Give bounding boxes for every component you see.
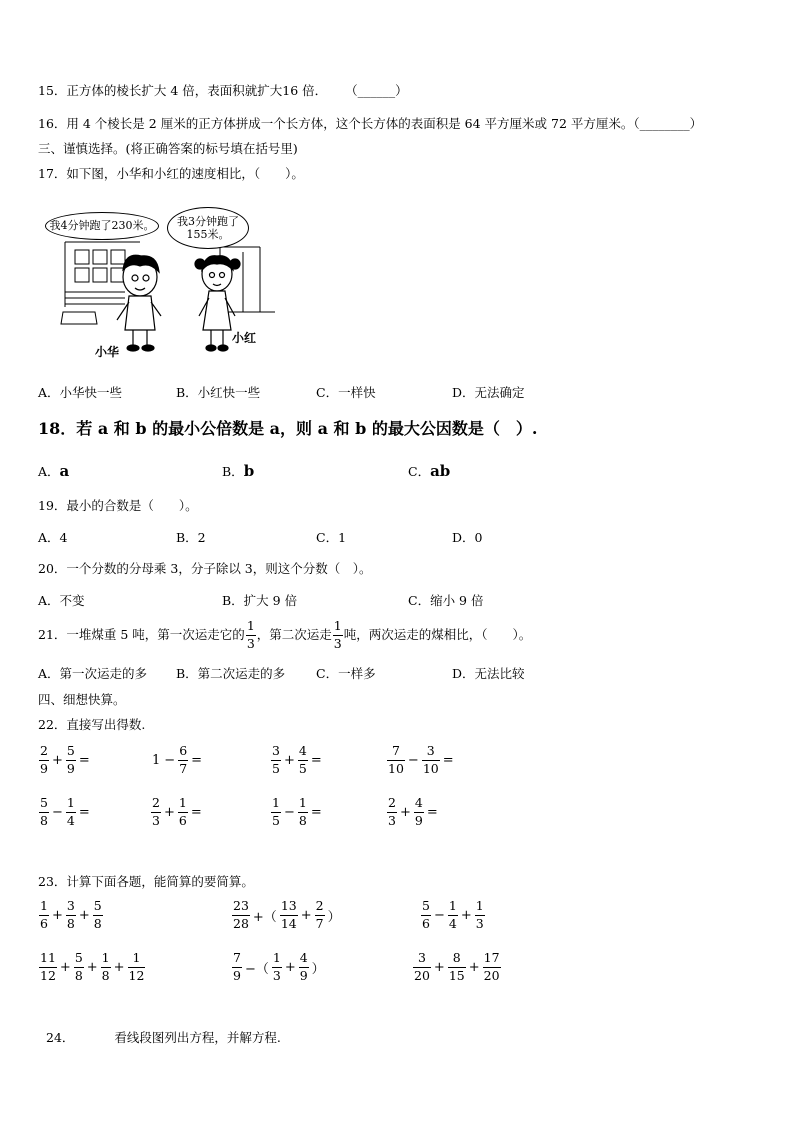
denominator: 6 (178, 812, 187, 828)
question-15: 15．正方体的棱长扩大 4 倍，表面积就扩大16 倍． （______） (38, 83, 408, 98)
numerator: 3 (272, 743, 280, 758)
speech-bubble-xiaohua: 我4分钟跑了230米。 (45, 212, 159, 240)
fraction (271, 797, 281, 827)
numerator: 2 (152, 795, 160, 810)
fraction (448, 900, 458, 930)
operator: + (86, 959, 98, 975)
denominator: 3 (272, 967, 281, 983)
numerator: 2 (40, 743, 48, 758)
math-expression (386, 745, 456, 775)
operator: + (283, 752, 295, 768)
operator: + (284, 959, 296, 975)
denominator: 10 (388, 760, 404, 776)
denominator: 8 (74, 967, 83, 983)
numerator: 11 (40, 950, 56, 965)
numerator: 4 (414, 795, 423, 810)
denominator: 20 (414, 967, 430, 983)
option-c[interactable]: C．缩小 9 倍 (408, 593, 484, 608)
numerator: 1 (178, 795, 187, 810)
option-b[interactable]: B．第二次运走的多 (176, 666, 286, 681)
fraction (66, 797, 76, 827)
math-expression (386, 797, 440, 827)
denominator: 9 (233, 967, 241, 983)
fraction (475, 900, 485, 930)
numerator: 1 (40, 898, 48, 913)
operator: = (426, 804, 438, 820)
operator: + (468, 959, 480, 975)
numerator: 5 (66, 743, 75, 758)
fraction (413, 952, 431, 982)
math-expression (231, 900, 343, 930)
question-16: 16．用 4 个棱长是 2 厘米的正方体拼成一个长方体，这个长方体的表面积是 64 平方厘米或 72 平方厘米。（________） (38, 116, 703, 131)
option-b[interactable]: B．b (222, 462, 255, 480)
denominator: 6 (40, 915, 48, 931)
math-expression (150, 797, 204, 827)
answer-blank[interactable]: （______） (345, 83, 408, 98)
numerator: 1 (132, 950, 141, 965)
numerator: 5 (422, 898, 430, 913)
operator: 1 (152, 752, 161, 768)
fraction (448, 952, 466, 982)
denominator: 9 (40, 760, 48, 776)
numerator: 5 (74, 950, 83, 965)
denominator: 9 (414, 812, 423, 828)
denominator: 28 (233, 915, 249, 931)
numerator: 8 (452, 950, 461, 965)
fraction (414, 797, 424, 827)
math-expression (38, 900, 104, 930)
option-a[interactable]: A．a (38, 462, 70, 480)
fraction (232, 900, 250, 930)
operator: = (310, 752, 322, 768)
question-23: 23．计算下面各题，能简算的要简算。 (38, 874, 254, 889)
fraction (298, 745, 308, 775)
math-expression (270, 797, 324, 827)
denominator: 4 (448, 915, 457, 931)
operator: + (51, 752, 63, 768)
denominator: 12 (128, 967, 145, 983)
operator: = (191, 752, 203, 768)
option-d[interactable]: D．无法比较 (452, 666, 525, 681)
fraction (39, 745, 49, 775)
operator: = (190, 804, 202, 820)
numerator: 6 (179, 743, 188, 758)
numerator: 2 (388, 795, 396, 810)
denominator: 4 (66, 812, 75, 828)
denominator: 8 (93, 915, 102, 931)
operator: + (163, 804, 175, 820)
math-expression (38, 797, 92, 827)
operator: + (300, 907, 312, 923)
option-c[interactable]: C．1 (316, 530, 347, 545)
fraction (299, 952, 309, 982)
numerator: 3 (66, 898, 75, 913)
question-19: 19．最小的合数是（ ）。 (38, 498, 198, 513)
denominator: 9 (299, 967, 308, 983)
question-22: 22．直接写出得数. (38, 717, 146, 732)
operator: = (78, 804, 90, 820)
numerator: 3 (426, 743, 435, 758)
denominator: 3 (152, 812, 160, 828)
numerator: 23 (233, 898, 249, 913)
operator: + (433, 959, 445, 975)
fraction (315, 900, 325, 930)
denominator: 5 (272, 812, 280, 828)
fraction (178, 797, 188, 827)
option-a[interactable]: A．小华快一些 (38, 385, 123, 400)
math-expression (270, 745, 324, 775)
label-xiaohua: 小华 (95, 345, 120, 359)
numerator: 1 (272, 795, 280, 810)
denominator: 15 (448, 967, 465, 983)
operator: + (399, 804, 411, 820)
answer-blank[interactable]: （________） (633, 116, 703, 131)
fraction (66, 745, 76, 775)
option-a[interactable]: A．不变 (38, 593, 85, 608)
numerator: 1 (475, 898, 484, 913)
denominator: 6 (422, 915, 430, 931)
operator: + (460, 907, 472, 923)
operator: = (78, 752, 90, 768)
fraction: $\frac{1}{3}$ (333, 618, 342, 651)
math-expression (38, 952, 146, 982)
option-a[interactable]: A．4 (38, 530, 68, 545)
operator: − (433, 907, 445, 923)
math-expression (150, 745, 204, 775)
denominator: 7 (179, 760, 188, 776)
fraction (421, 900, 431, 930)
numerator: 1 (272, 950, 281, 965)
fraction (387, 745, 405, 775)
fraction (151, 797, 161, 827)
denominator: 8 (66, 915, 75, 931)
fraction (39, 900, 49, 930)
numerator: 1 (298, 795, 307, 810)
numerator: 13 (280, 898, 297, 913)
option-c[interactable]: C．一样快 (316, 385, 376, 400)
numerator: 1 (448, 898, 457, 913)
operator: = (442, 752, 454, 768)
option-c[interactable]: C．一样多 (316, 666, 376, 681)
denominator: 8 (40, 812, 48, 828)
operator: + (59, 959, 71, 975)
section-heading-4: 四、细想快算。 (38, 692, 126, 707)
math-expression (412, 952, 502, 982)
operator: ） (311, 961, 325, 977)
operator: − (51, 804, 63, 820)
numerator: 1 (101, 950, 110, 965)
question-20: 20．一个分数的分母乘 3，分子除以 3，则这个分数（ ）。 (38, 561, 372, 576)
fraction (280, 900, 298, 930)
numerator: 4 (299, 950, 308, 965)
denominator: 7 (315, 915, 324, 931)
fraction (232, 952, 242, 982)
label-xiaohong: 小红 (232, 331, 257, 345)
numerator: 7 (391, 743, 400, 758)
denominator: 5 (272, 760, 280, 776)
fraction (128, 952, 146, 982)
denominator: 10 (422, 760, 439, 776)
numerator: 17 (483, 950, 500, 965)
operator: + (78, 907, 90, 923)
denominator: 14 (280, 915, 297, 931)
speech-bubble-xiaohong: 我3分钟跑了 155米。 (167, 207, 249, 249)
fraction (298, 797, 308, 827)
question-18: 18．若 a 和 b 的最小公倍数是 a，则 a 和 b 的最大公因数是（ ）. (38, 419, 538, 438)
operator: − (407, 752, 419, 768)
numerator: 3 (417, 950, 426, 965)
numerator: 2 (315, 898, 324, 913)
option-c[interactable]: C．ab (408, 462, 451, 480)
fraction (93, 900, 103, 930)
option-a[interactable]: A．第一次运走的多 (38, 666, 148, 681)
denominator: 8 (101, 967, 110, 983)
operator: −（ (244, 961, 269, 977)
fraction (101, 952, 111, 982)
operator: − (164, 752, 176, 768)
denominator: 8 (298, 812, 307, 828)
operator: + (113, 959, 125, 975)
option-b[interactable]: B．2 (176, 530, 206, 545)
question-17: 17．如下图，小华和小红的速度相比，（ ）。 (38, 166, 304, 181)
math-expression (420, 900, 486, 930)
question-21: 21．一堆煤重 5 吨，第一次运走它的 $\frac{1}{3}$ ，第二次运走 $\frac{1}{3}$ 吨，两次运走的煤相比，（ ）。 (38, 618, 532, 651)
fraction (178, 745, 188, 775)
option-b[interactable]: B．小红快一些 (176, 385, 261, 400)
denominator: 3 (388, 812, 396, 828)
operator: = (310, 804, 322, 820)
denominator: 20 (483, 967, 500, 983)
denominator: 12 (40, 967, 56, 983)
option-d[interactable]: D．无法确定 (452, 385, 525, 400)
fraction (387, 797, 397, 827)
operator: +（ (252, 909, 277, 925)
fraction (66, 900, 76, 930)
operator: ） (327, 909, 341, 925)
fraction (39, 952, 57, 982)
denominator: 9 (66, 760, 75, 776)
fraction (272, 952, 282, 982)
operator: + (51, 907, 63, 923)
option-d[interactable]: D．0 (452, 530, 483, 545)
operator: − (283, 804, 295, 820)
fraction (39, 797, 49, 827)
math-expression (231, 952, 327, 982)
question-24: 24． 看线段图列出方程，并解方程. (46, 1030, 281, 1045)
numerator: 7 (233, 950, 241, 965)
numerator: 5 (40, 795, 48, 810)
fraction (271, 745, 281, 775)
math-expression (38, 745, 92, 775)
fraction (483, 952, 501, 982)
numerator: 5 (93, 898, 102, 913)
fraction (422, 745, 440, 775)
fraction (74, 952, 84, 982)
numerator: 1 (66, 795, 75, 810)
denominator: 3 (475, 915, 484, 931)
section-heading-3: 三、谨慎选择。(将正确答案的标号填在括号里) (38, 141, 298, 156)
denominator: 5 (298, 760, 307, 776)
option-b[interactable]: B．扩大 9 倍 (222, 593, 298, 608)
numerator: 4 (298, 743, 307, 758)
fraction: $\frac{1}{3}$ (246, 618, 255, 651)
